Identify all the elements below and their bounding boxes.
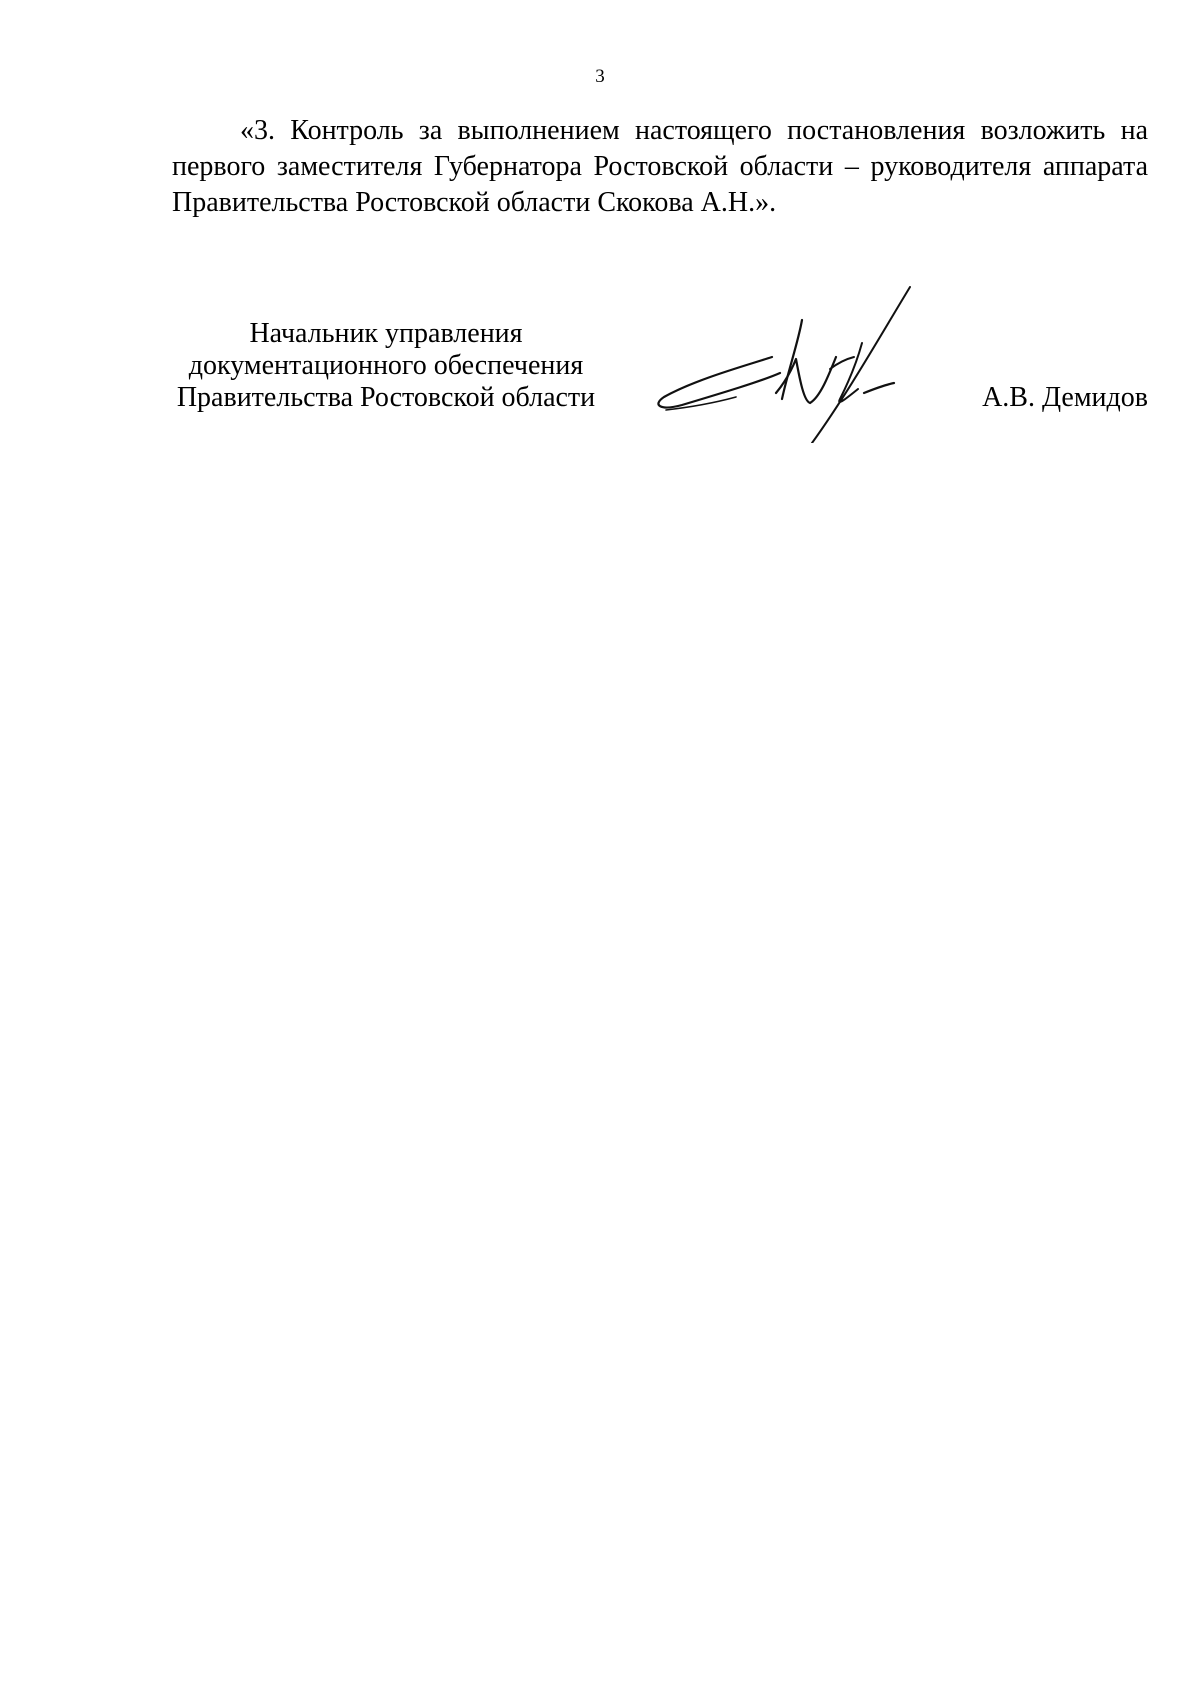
signature-block (172, 318, 1148, 478)
signer-title-line: документационного обеспечения (188, 350, 584, 381)
signer-title (172, 318, 600, 414)
signer-name: А.В. Демидов (982, 382, 1148, 413)
handwritten-signature (652, 285, 942, 443)
body-paragraph: «3. Контроль за выполнением настоящего постановления возложить на первого заместителя Губернатора Ростовской области – руководителя аппарата Правительства Ростовской области Скокова А.Н.». (172, 115, 1148, 218)
page-number: 3 (595, 66, 605, 87)
signer-title-line: Начальник управления (249, 318, 523, 349)
signer-title-line: Правительства Ростовской области (176, 382, 596, 413)
